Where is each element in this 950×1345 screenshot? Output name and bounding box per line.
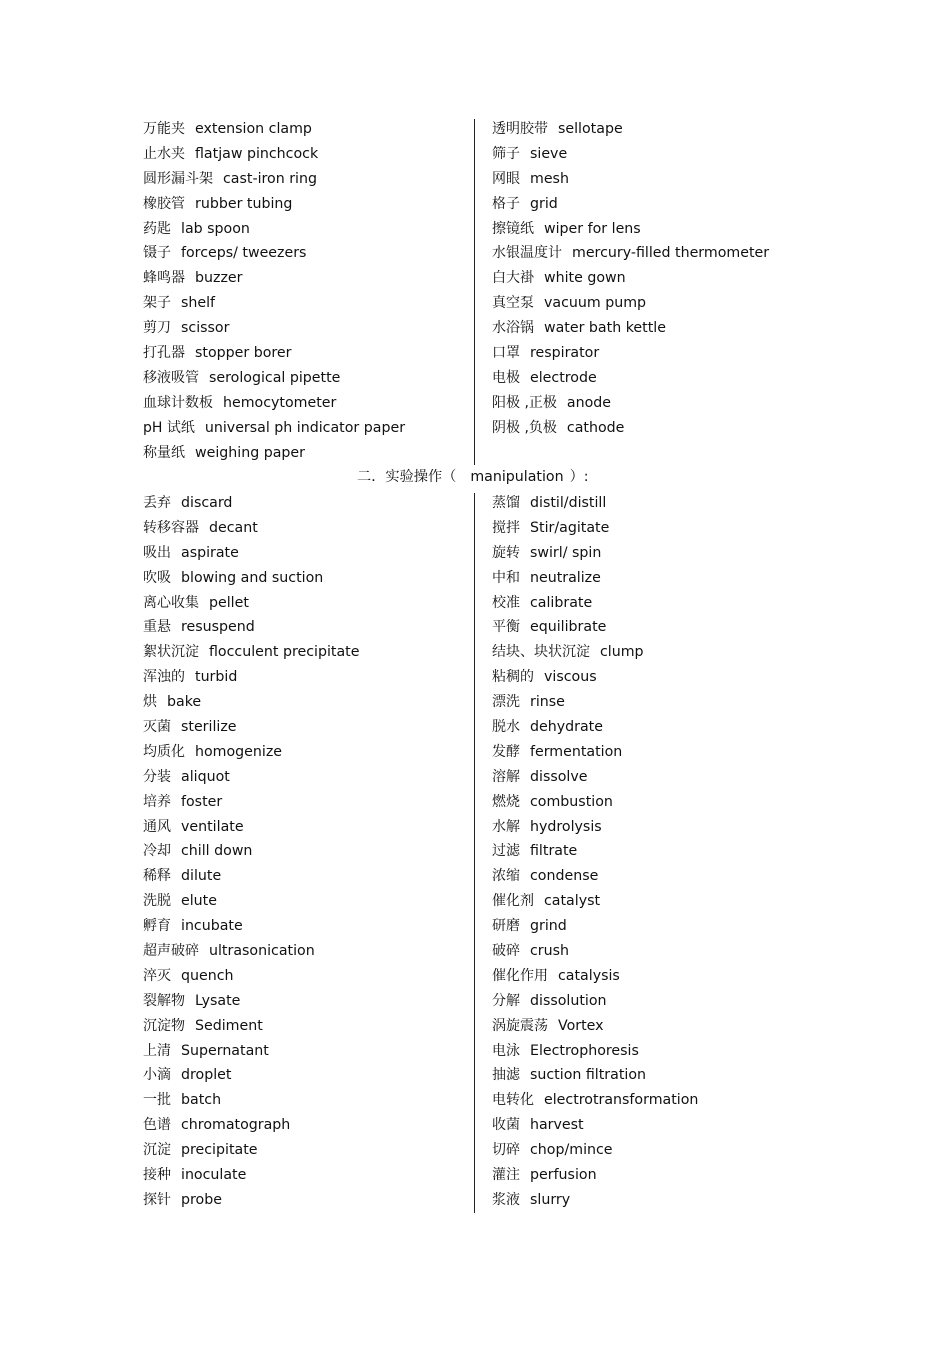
term-chinese: 灌注 xyxy=(492,1167,520,1184)
term-row xyxy=(492,1015,698,1040)
term-chinese: 转移容器 xyxy=(143,519,199,536)
term-chinese: 蒸馏 xyxy=(492,495,520,511)
term-english: catalysis xyxy=(558,967,620,984)
term-chinese: 中和 xyxy=(492,569,520,586)
term-row xyxy=(143,1040,359,1065)
term-row xyxy=(143,193,405,218)
term-row xyxy=(492,1064,698,1089)
term-row xyxy=(492,616,698,641)
term-english: neutralize xyxy=(530,569,601,586)
term-row xyxy=(143,542,359,567)
term-chinese: 校准 xyxy=(492,594,520,611)
term-row xyxy=(143,292,405,317)
term-row xyxy=(143,218,405,243)
term-english: foster xyxy=(181,793,223,810)
term-row xyxy=(492,1189,698,1214)
term-english: droplet xyxy=(181,1067,232,1084)
section-title-end: ）: xyxy=(569,469,589,485)
term-chinese: 沉淀物 xyxy=(143,1017,185,1034)
term-row xyxy=(492,267,769,292)
term-row xyxy=(143,592,359,617)
term-row xyxy=(143,442,405,467)
manipulation-left-column xyxy=(143,492,359,1214)
term-english: fermentation xyxy=(530,743,623,760)
term-chinese: 电泳 xyxy=(492,1042,520,1059)
term-row xyxy=(143,840,359,865)
term-chinese: 淬灭 xyxy=(143,967,171,984)
term-chinese: 过滤 xyxy=(492,843,520,860)
term-row xyxy=(143,791,359,816)
term-chinese: 移液吸管 xyxy=(143,369,199,386)
term-english: dissolve xyxy=(530,768,588,785)
term-chinese: 燃烧 xyxy=(492,793,520,810)
term-english: scissor xyxy=(181,320,230,337)
term-row xyxy=(143,1089,359,1114)
term-english: harvest xyxy=(530,1117,584,1134)
term-chinese: 涡旋震荡 xyxy=(492,1017,548,1034)
term-chinese: 粘稠的 xyxy=(492,669,534,686)
term-row xyxy=(143,990,359,1015)
term-english: blowing and suction xyxy=(181,569,324,586)
term-english: aspirate xyxy=(181,544,239,561)
term-chinese: 口罩 xyxy=(492,345,520,362)
term-chinese: 培养 xyxy=(143,793,171,810)
term-row xyxy=(143,1164,359,1189)
term-english: quench xyxy=(181,967,234,984)
term-row xyxy=(143,915,359,940)
term-english: discard xyxy=(181,495,233,511)
term-chinese: 重悬 xyxy=(143,619,171,636)
term-english: crush xyxy=(530,943,570,960)
term-chinese: 擦镜纸 xyxy=(492,220,534,237)
term-chinese: 电极 xyxy=(492,369,520,386)
term-row xyxy=(492,517,698,542)
term-english: grind xyxy=(530,918,567,935)
term-english: distil/distill xyxy=(530,495,607,511)
term-row xyxy=(492,143,769,168)
term-chinese: 切碎 xyxy=(492,1142,520,1159)
term-chinese: 吹吸 xyxy=(143,569,171,586)
manipulation-right-column xyxy=(492,492,698,1214)
term-row xyxy=(492,840,698,865)
term-chinese: pH 试纸 xyxy=(143,419,195,436)
term-chinese: 架子 xyxy=(143,295,171,312)
term-row xyxy=(492,292,769,317)
term-chinese: 镊子 xyxy=(143,245,171,262)
term-english: filtrate xyxy=(530,843,578,860)
term-row xyxy=(492,890,698,915)
term-row xyxy=(143,143,405,168)
term-english: Electrophoresis xyxy=(530,1042,639,1059)
term-row xyxy=(143,1139,359,1164)
term-english: viscous xyxy=(544,669,597,686)
term-english: dehydrate xyxy=(530,719,603,736)
term-english: wiper for lens xyxy=(544,220,641,237)
term-english: aliquot xyxy=(181,768,230,785)
term-row xyxy=(492,168,769,193)
term-chinese: 接种 xyxy=(143,1167,171,1184)
term-english: cathode xyxy=(566,419,625,436)
term-english: respirator xyxy=(530,345,600,362)
term-row xyxy=(143,716,359,741)
term-row xyxy=(492,592,698,617)
term-chinese: 格子 xyxy=(492,195,520,212)
term-row xyxy=(492,118,769,143)
term-row xyxy=(143,965,359,990)
term-row xyxy=(492,542,698,567)
term-english: buzzer xyxy=(195,270,243,287)
term-english: water bath kettle xyxy=(544,320,666,337)
term-chinese: 上清 xyxy=(143,1042,171,1059)
term-chinese: 稀释 xyxy=(143,868,171,885)
term-row xyxy=(492,193,769,218)
term-row xyxy=(143,666,359,691)
term-chinese: 冷却 xyxy=(143,843,171,860)
term-row xyxy=(143,242,405,267)
term-row xyxy=(143,1189,359,1214)
term-row xyxy=(143,641,359,666)
term-row xyxy=(492,392,769,417)
term-english: homogenize xyxy=(195,743,283,760)
term-english: dilute xyxy=(181,868,222,885)
term-english: decant xyxy=(209,519,258,536)
term-chinese: 研磨 xyxy=(492,918,520,935)
term-english: mercury-filled thermometer xyxy=(572,245,770,262)
term-chinese: 万能夹 xyxy=(143,121,185,137)
equipment-right-column xyxy=(492,118,769,442)
term-row xyxy=(143,342,405,367)
term-english: probe xyxy=(181,1191,222,1208)
term-chinese: 阳极 ,正极 xyxy=(492,394,557,411)
term-english: Stir/agitate xyxy=(530,519,610,536)
term-chinese: 阴极 ,负极 xyxy=(492,419,557,436)
term-chinese: 水解 xyxy=(492,818,520,835)
term-english: combustion xyxy=(530,793,613,810)
term-row xyxy=(143,940,359,965)
term-english: sieve xyxy=(530,145,568,162)
term-chinese: 色谱 xyxy=(143,1117,171,1134)
term-chinese: 发酵 xyxy=(492,743,520,760)
equipment-left-column xyxy=(143,118,405,466)
term-chinese: 洗脱 xyxy=(143,893,171,910)
term-english: chop/mince xyxy=(530,1142,613,1159)
term-english: Lysate xyxy=(195,992,241,1009)
column-divider xyxy=(474,493,475,1213)
term-chinese: 旋转 xyxy=(492,544,520,561)
term-english: mesh xyxy=(530,170,569,187)
term-row xyxy=(492,367,769,392)
term-english: anode xyxy=(566,394,612,411)
term-english: weighing paper xyxy=(195,444,305,461)
term-english: ventilate xyxy=(181,818,244,835)
term-row xyxy=(143,1114,359,1139)
term-chinese: 浓缩 xyxy=(492,868,520,885)
term-chinese: 灭菌 xyxy=(143,719,171,736)
term-chinese: 真空泵 xyxy=(492,295,534,312)
term-chinese: 电转化 xyxy=(492,1092,534,1109)
term-english: forceps/ tweezers xyxy=(181,245,307,262)
term-chinese: 抽滤 xyxy=(492,1067,520,1084)
term-row xyxy=(143,392,405,417)
term-row xyxy=(492,965,698,990)
term-row xyxy=(143,1064,359,1089)
term-row xyxy=(492,691,698,716)
term-chinese: 称量纸 xyxy=(143,444,185,461)
term-english: batch xyxy=(181,1092,222,1109)
term-row xyxy=(492,417,769,442)
term-row xyxy=(143,691,359,716)
term-english: sellotape xyxy=(558,121,623,137)
term-chinese: 裂解物 xyxy=(143,992,185,1009)
term-row xyxy=(492,1164,698,1189)
term-english: bake xyxy=(167,694,202,711)
term-english: clump xyxy=(600,644,644,661)
term-english: resuspend xyxy=(181,619,255,636)
term-chinese: 小滴 xyxy=(143,1067,171,1084)
term-chinese: 漂洗 xyxy=(492,694,520,711)
term-row xyxy=(143,616,359,641)
term-english: vacuum pump xyxy=(544,295,647,312)
term-english: equilibrate xyxy=(530,619,607,636)
term-row xyxy=(143,741,359,766)
term-row xyxy=(143,267,405,292)
term-row xyxy=(143,890,359,915)
term-chinese: 水浴锅 xyxy=(492,320,534,337)
term-chinese: 通风 xyxy=(143,818,171,835)
term-english: cast-iron ring xyxy=(223,170,317,187)
term-chinese: 浑浊的 xyxy=(143,669,185,686)
term-row xyxy=(492,1089,698,1114)
term-chinese: 均质化 xyxy=(143,743,185,760)
term-english: stopper borer xyxy=(195,345,292,362)
term-row xyxy=(492,791,698,816)
term-row xyxy=(492,716,698,741)
term-chinese: 分装 xyxy=(143,768,171,785)
term-english: perfusion xyxy=(530,1167,597,1184)
term-chinese: 一批 xyxy=(143,1092,171,1109)
term-row xyxy=(143,168,405,193)
term-english: flocculent precipitate xyxy=(209,644,360,661)
term-english: flatjaw pinchcock xyxy=(195,145,319,162)
term-english: slurry xyxy=(530,1191,571,1208)
term-chinese: 收菌 xyxy=(492,1117,520,1134)
term-english: ultrasonication xyxy=(209,943,315,960)
term-chinese: 剪刀 xyxy=(143,320,171,337)
term-english: rubber tubing xyxy=(195,195,293,212)
term-english: extension clamp xyxy=(195,121,312,137)
term-row xyxy=(492,567,698,592)
term-english: hydrolysis xyxy=(530,818,602,835)
term-chinese: 白大褂 xyxy=(492,270,534,287)
term-english: shelf xyxy=(181,295,216,312)
term-chinese: 离心收集 xyxy=(143,594,199,611)
term-row xyxy=(143,816,359,841)
term-row xyxy=(492,766,698,791)
term-english: electrotransformation xyxy=(544,1092,699,1109)
term-english: suction filtration xyxy=(530,1067,647,1084)
column-divider xyxy=(474,119,475,465)
term-english: calibrate xyxy=(530,594,593,611)
term-row xyxy=(492,1040,698,1065)
term-english: pellet xyxy=(209,594,249,611)
term-row xyxy=(143,1015,359,1040)
term-chinese: 药匙 xyxy=(143,220,171,237)
term-row xyxy=(492,915,698,940)
term-english: serological pipette xyxy=(209,369,341,386)
term-row xyxy=(492,1139,698,1164)
term-row xyxy=(492,342,769,367)
term-row xyxy=(143,567,359,592)
term-chinese: 催化作用 xyxy=(492,967,548,984)
term-chinese: 沉淀 xyxy=(143,1142,171,1159)
term-row xyxy=(143,118,405,143)
term-english: grid xyxy=(530,195,558,212)
term-row xyxy=(492,641,698,666)
term-english: sterilize xyxy=(181,719,237,736)
term-row xyxy=(143,417,405,442)
term-row xyxy=(143,492,359,517)
term-english: condense xyxy=(530,868,599,885)
term-english: turbid xyxy=(195,669,238,686)
term-english: precipitate xyxy=(181,1142,258,1159)
term-chinese: 破碎 xyxy=(492,943,520,960)
term-chinese: 探针 xyxy=(143,1191,171,1208)
term-row xyxy=(143,865,359,890)
term-chinese: 透明胶带 xyxy=(492,121,548,137)
term-english: dissolution xyxy=(530,992,607,1009)
term-row xyxy=(492,865,698,890)
term-chinese: 搅拌 xyxy=(492,519,520,536)
term-chinese: 橡胶管 xyxy=(143,195,185,212)
term-chinese: 止水夹 xyxy=(143,145,185,162)
term-row xyxy=(492,1114,698,1139)
term-row xyxy=(143,766,359,791)
term-chinese: 网眼 xyxy=(492,170,520,187)
term-row xyxy=(492,940,698,965)
term-chinese: 水银温度计 xyxy=(492,245,562,262)
term-row xyxy=(143,317,405,342)
term-chinese: 催化剂 xyxy=(492,893,534,910)
term-row xyxy=(492,242,769,267)
term-row xyxy=(492,492,698,517)
term-english: Sediment xyxy=(195,1017,263,1034)
section-title-en: manipulation xyxy=(470,469,564,485)
term-chinese: 孵育 xyxy=(143,918,171,935)
term-row xyxy=(492,990,698,1015)
term-chinese: 丢弃 xyxy=(143,495,171,511)
term-chinese: 浆液 xyxy=(492,1191,520,1208)
term-english: elute xyxy=(181,893,217,910)
term-chinese: 筛子 xyxy=(492,145,520,162)
term-english: electrode xyxy=(530,369,597,386)
term-english: swirl/ spin xyxy=(530,544,602,561)
term-english: Supernatant xyxy=(181,1042,269,1059)
term-english: Vortex xyxy=(558,1017,604,1034)
term-row xyxy=(492,741,698,766)
term-english: incubate xyxy=(181,918,243,935)
term-english: universal ph indicator paper xyxy=(204,419,406,436)
term-row xyxy=(492,816,698,841)
term-chinese: 分解 xyxy=(492,992,520,1009)
term-row xyxy=(492,666,698,691)
term-english: inoculate xyxy=(181,1167,247,1184)
term-chinese: 烘 xyxy=(143,694,157,711)
term-chinese: 打孔器 xyxy=(143,345,185,362)
term-english: catalyst xyxy=(544,893,601,910)
term-english: lab spoon xyxy=(181,220,250,237)
term-chinese: 血球计数板 xyxy=(143,394,213,411)
term-chinese: 圆形漏斗架 xyxy=(143,170,213,187)
term-chinese: 蜂鸣器 xyxy=(143,270,185,287)
term-chinese: 絮状沉淀 xyxy=(143,644,199,661)
section-title xyxy=(357,466,589,488)
term-row xyxy=(492,317,769,342)
term-chinese: 溶解 xyxy=(492,768,520,785)
term-row xyxy=(143,517,359,542)
term-row xyxy=(143,367,405,392)
section-title-zh: 二．实验操作（ xyxy=(357,469,457,485)
term-chinese: 脱水 xyxy=(492,719,520,736)
term-english: white gown xyxy=(544,270,626,287)
term-chinese: 结块、块状沉淀 xyxy=(492,644,590,661)
term-chinese: 吸出 xyxy=(143,544,171,561)
term-english: rinse xyxy=(530,694,565,711)
term-chinese: 超声破碎 xyxy=(143,943,199,960)
term-english: hemocytometer xyxy=(223,394,337,411)
term-row xyxy=(492,218,769,243)
term-english: chromatograph xyxy=(181,1117,291,1134)
term-chinese: 平衡 xyxy=(492,619,520,636)
term-english: chill down xyxy=(181,843,253,860)
